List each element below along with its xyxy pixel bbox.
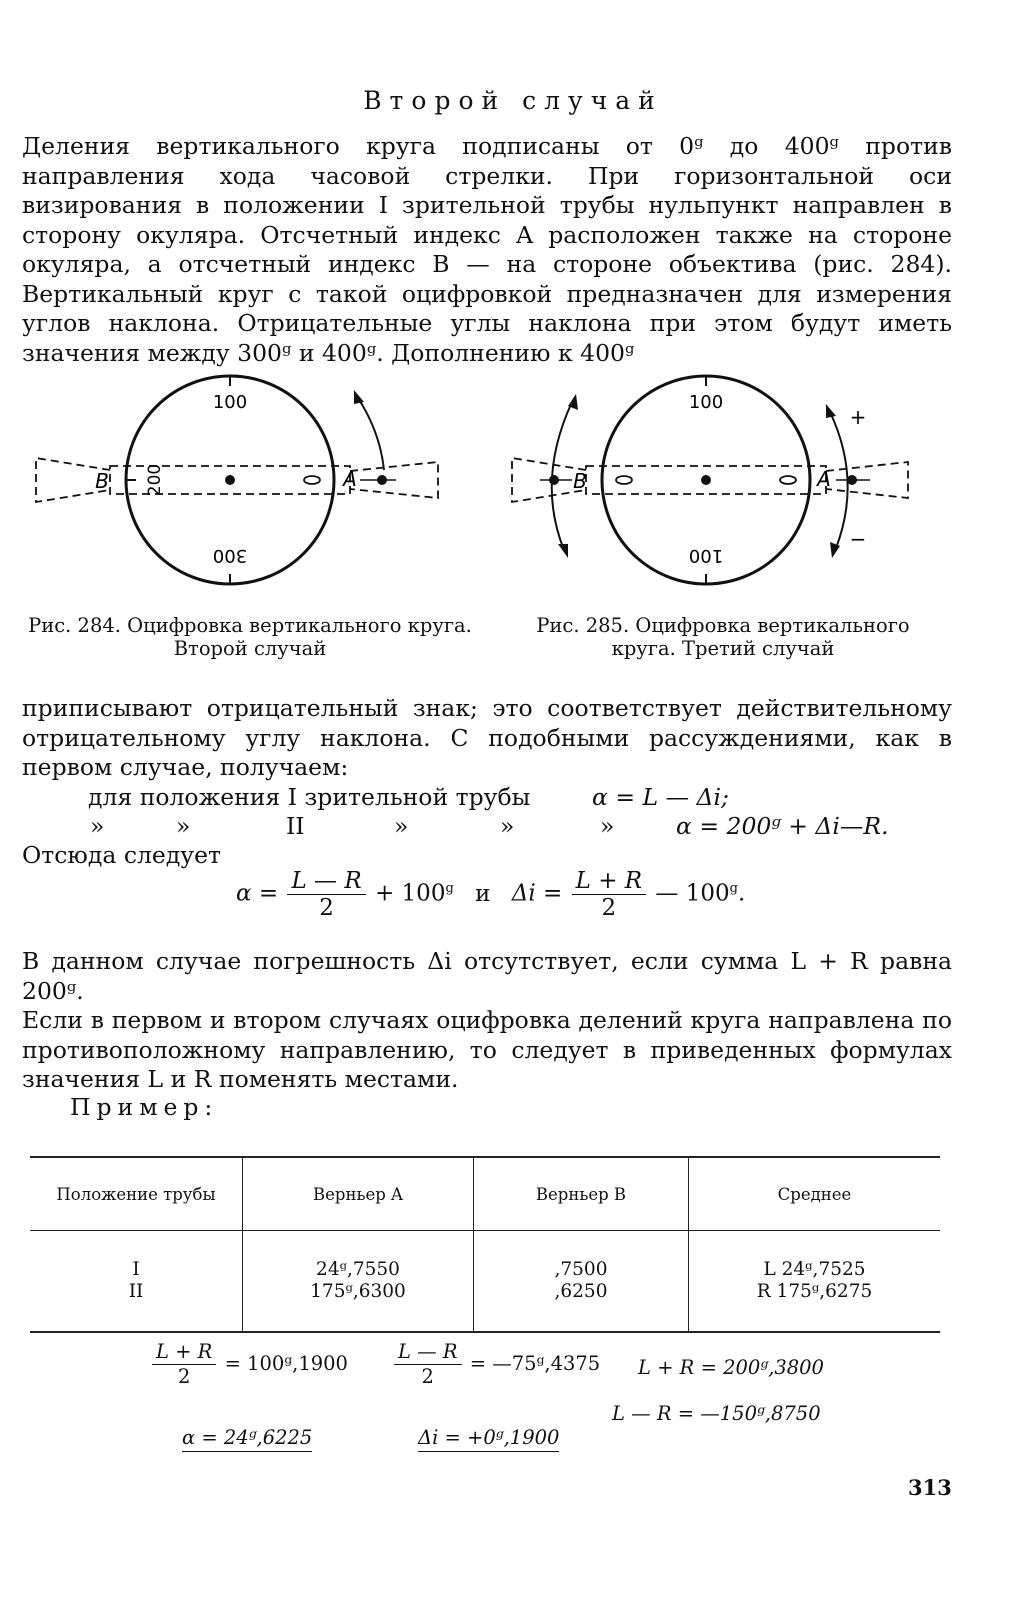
fig285-minus-sign: −	[849, 527, 867, 551]
ditto-mark-5: »	[600, 812, 615, 840]
fig284-index-b: B	[95, 469, 109, 493]
paragraph-1: Деления вертикального круга подписаны от 0ᵍ до 400ᵍ против направления хода часовой стрелки. При горизонтальной оси визирования в положении I зрительной трубы нульпункт направлен в сторону окуляра. Отсчетный индекс A расположен также на стороне окуляра, а отсчетный индекс B — на стороне объектива (рис. 284). Вертикальный круг с такой оцифровкой предназначен для измерения углов наклона. Отрицательные углы наклона при этом будут иметь значения между 300ᵍ и 400ᵍ. Дополнению к 400ᵍ	[22, 132, 952, 367]
ditto-mark-4: »	[500, 812, 515, 840]
table-header-row	[30, 1157, 940, 1231]
ditto-mark-1: »	[90, 812, 105, 840]
fig285-index-a: A	[817, 467, 831, 491]
position-1-formula: α = L — Δi;	[592, 783, 729, 811]
calc-sum: L + R = 200ᵍ,3800	[638, 1356, 824, 1379]
cell-vernier-b: ,7500 ,6250	[474, 1231, 689, 1333]
result-alpha: α = 24ᵍ,6225	[182, 1426, 312, 1449]
formula-alpha: α =	[236, 880, 279, 907]
fig284-left-label: 200	[145, 463, 165, 497]
fig284-bottom-label: 300	[212, 545, 248, 566]
table-row	[30, 1231, 940, 1333]
fig284-top-label: 100	[212, 392, 248, 413]
fraction-l-plus-r: $\frac{L + R}{2}$	[572, 868, 646, 921]
paragraph-2: приписывают отрицательный знак; это соответствует действительному отрицательному углу наклона. С подобными рассуждениями, как в первом случае, получаем:	[22, 694, 952, 781]
example-table	[30, 1156, 940, 1333]
formula-delta-i: Δi =	[511, 880, 563, 907]
hence-text: Отсюда следует	[22, 841, 222, 869]
formula-minus-100: — 100	[655, 880, 730, 907]
page-number: 313	[908, 1475, 952, 1500]
header-tube-position: Положение трубы	[30, 1157, 243, 1231]
calc-difference: L — R = —150ᵍ,8750	[612, 1402, 821, 1425]
paragraph-3: В данном случае погрешность Δi отсутствует, если сумма L + R равна 200ᵍ.	[22, 947, 952, 1005]
fig285-top-label: 100	[688, 392, 724, 413]
cell-positions: I II	[128, 1259, 144, 1302]
position-2-formula: α = 200ᵍ + Δi—R.	[676, 812, 889, 840]
cell-vernier-a: 24ᵍ,7550 175ᵍ,6300	[243, 1231, 474, 1333]
calc-half-difference: $\frac{L — R}{2}$ = —75ᵍ,4375	[392, 1340, 600, 1389]
header-vernier-a: Верньер A	[243, 1157, 474, 1231]
ditto-mark-2: »	[176, 812, 191, 840]
fig285-index-b: B	[573, 469, 587, 493]
formula-plus-100: + 100	[374, 880, 446, 907]
ditto-mark-3: »	[394, 812, 409, 840]
paragraph-4: Если в первом и втором случаях оцифровка делений круга направлена по противоположному направлению, то следует в приведенных формулах значения L и R поменять местами.	[22, 1006, 952, 1093]
figure-285-diagram	[506, 372, 926, 594]
fraction-l-minus-r: $\frac{L — R}{2}$	[287, 868, 365, 921]
example-label: Пример:	[70, 1093, 219, 1121]
fig285-bottom-label: 100	[688, 545, 724, 566]
fig285-plus-sign: +	[849, 405, 867, 429]
fig284-index-a: A	[343, 467, 357, 491]
header-vernier-b: Верньер B	[474, 1157, 689, 1231]
section-title: Второй случай	[363, 86, 663, 115]
header-mean: Среднее	[689, 1157, 941, 1231]
formula-conjunction: и	[475, 880, 491, 907]
position-2-roman: II	[286, 812, 305, 840]
figure-284-caption: Рис. 284. Оцифровка вертикального круга. Второй случай	[28, 614, 472, 660]
calc-half-sum: $\frac{L + R}{2}$ = 100ᵍ,1900	[150, 1340, 348, 1389]
main-formula: α = $\frac{L — R}{2}$ + $100^g$ и Δi = $\frac{L + R}{2}$ — 100$^g$.	[236, 868, 746, 921]
cell-mean: L 24ᵍ,7525 R 175ᵍ,6275	[689, 1231, 941, 1333]
position-1-text: для положения I зрительной трубы	[88, 783, 531, 811]
figure-284-diagram	[20, 372, 460, 594]
result-delta-i: Δi = +0ᵍ,1900	[418, 1426, 559, 1449]
figure-285-caption: Рис. 285. Оцифровка вертикального круга. Третий случай	[536, 614, 910, 660]
